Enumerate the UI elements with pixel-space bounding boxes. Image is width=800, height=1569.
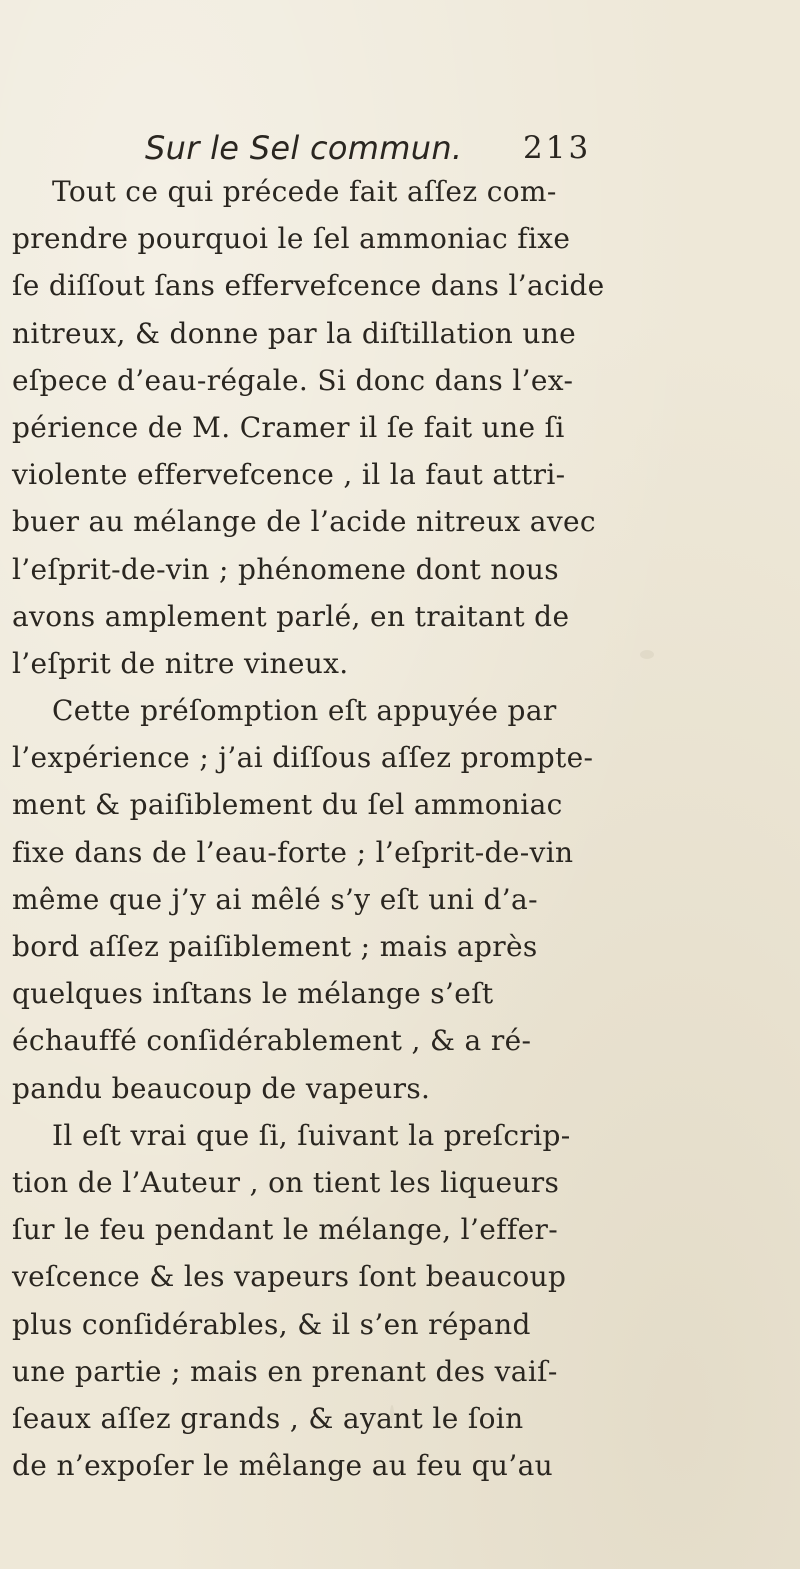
body-text xyxy=(12,168,605,1489)
text-line: veſcence & les vapeurs ſont beaucoup xyxy=(12,1260,567,1294)
text-line: une partie ; mais en prenant des vaiſ- xyxy=(12,1354,558,1388)
text-line: ment & paiſiblement du ſel ammoniac xyxy=(12,788,563,822)
text-line: échauffé conſidérablement , & a ré- xyxy=(12,1024,532,1058)
running-head-title: Sur le Sel commun. xyxy=(145,129,463,167)
text-line: ſe diſſout ſans effervefcence dans l’acide xyxy=(12,269,605,303)
text-line: de n’expoſer le mêlange au feu qu’au xyxy=(12,1449,553,1483)
text-line: avons amplement parlé, en traitant de xyxy=(12,599,570,633)
text-line: ſur le feu pendant le mélange, l’effer- xyxy=(12,1213,559,1247)
text-line: plus conſidérables, & il s’en répand xyxy=(12,1307,531,1341)
text-line: l’expérience ; j’ai diſſous aſſez prompte- xyxy=(12,741,594,775)
text-line: prendre pourquoi le ſel ammoniac fixe xyxy=(12,222,571,256)
text-line: tion de l’Auteur , on tient les liqueurs xyxy=(12,1165,560,1199)
text-line: buer au mélange de l’acide nitreux avec xyxy=(12,505,596,539)
text-line: bord aſſez paiſiblement ; mais après xyxy=(12,930,538,963)
text-line: violente effervefcence , il la faut attri- xyxy=(12,458,566,492)
text-line: même que j’y ai mêlé s’y eſt uni d’a- xyxy=(12,882,538,916)
text-line: nitreux, & donne par la diſtillation une xyxy=(12,316,577,350)
text-line: l’eſprit-de-vin ; phénomene dont nous xyxy=(12,552,560,586)
paper-stain xyxy=(640,650,654,659)
text-line: périence de M. Cramer il ſe fait une ſi xyxy=(12,410,565,444)
text-line: ſeaux aſſez grands , & ayant le ſoin xyxy=(12,1401,524,1435)
running-head xyxy=(145,122,605,174)
text-line: l’eſprit de nitre vineux. xyxy=(12,646,349,680)
text-line: eſpece d’eau-régale. Si donc dans l’ex- xyxy=(12,363,574,397)
page-number: 213 xyxy=(523,130,592,166)
text-line: pandu beaucoup de vapeurs. xyxy=(12,1071,431,1105)
text-line: Il eſt vrai que ſi, ſuivant la preſcrip- xyxy=(52,1118,571,1152)
text-line: fixe dans de l’eau-forte ; l’eſprit-de-vin xyxy=(12,835,574,869)
text-line: Cette préſomption eſt appuyée par xyxy=(52,694,557,728)
text-line: Tout ce qui précede fait aſſez com- xyxy=(52,175,557,208)
text-line: quelques inſtans le mélange s’eſt xyxy=(12,977,494,1011)
